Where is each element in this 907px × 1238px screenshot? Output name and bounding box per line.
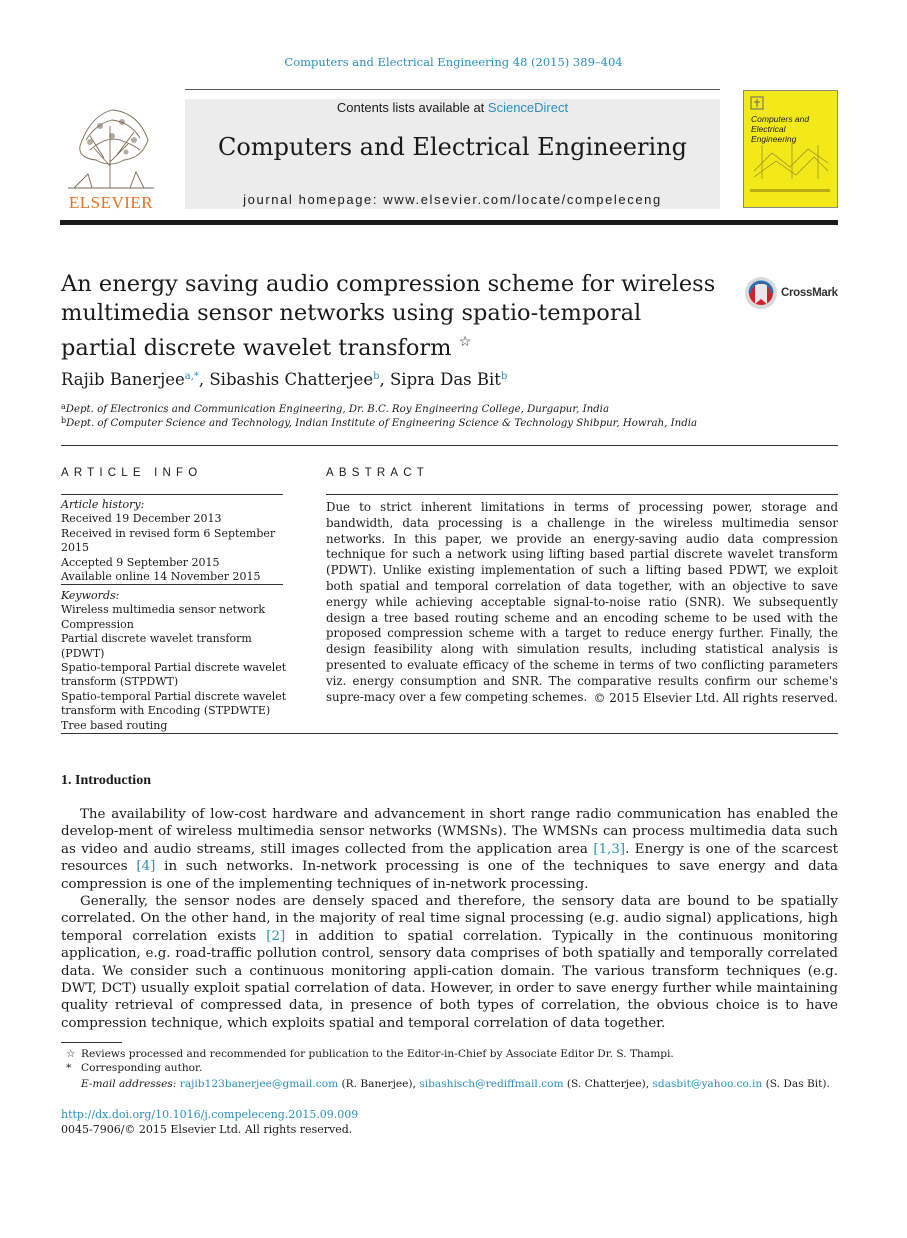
- author-affiliation-mark[interactable]: a,*: [184, 371, 199, 382]
- footnote-rule: [61, 1042, 122, 1043]
- email-link[interactable]: sibashisch@rediffmail.com: [419, 1078, 564, 1090]
- footnote: ☆ Reviews processed and recommended for publication to the Editor-in-Chief by Associate Editor Dr. S. Thampi.: [66, 1048, 674, 1060]
- cover-graphic-icon: [752, 141, 830, 181]
- contents-line: Contents lists available at ScienceDirect: [336, 100, 569, 115]
- cover-title: Computers and Electrical Engineering: [751, 114, 810, 144]
- title-footnote-mark[interactable]: ☆: [458, 334, 472, 350]
- elsevier-wordmark: ELSEVIER: [68, 193, 154, 212]
- header-rule: [185, 89, 720, 90]
- section-rule: [61, 733, 838, 734]
- author-affiliation-mark[interactable]: b: [500, 371, 508, 382]
- keywords-rule: [61, 584, 283, 585]
- keyword: Spatio-temporal Partial discrete wavelet: [61, 661, 287, 675]
- paragraph: Generally, the sensor nodes are densely spaced and therefore, the sensory data are bound to be spatially correlated. On the other hand, in the majority of real time signal processing (e.g. audio signal) applications, high temporal correlation exists [2] in addition to spatial correlation. Typically in the continuous monitoring application, e.g. road-traffic pollution control, sensory data comprises of both spatially and temporally correlated data. We consider such a continuous monitoring appli-cation domain. The various transform techniques (e.g. DWT, DCT) usually exploit spatial correlation of data. However, in order to save energy further while maintaining quality retrieval of compressed data, in presence of both types of correlation, the obvious choice is to have compression technique, which exploits spatial and temporal correlation of data together.: [61, 894, 838, 1031]
- paragraph: The availability of low-cost hardware and advancement in short range radio communication has enabled the develop-ment of wireless multimedia sensor networks (WMSNs). The WMSNs can process multimedia data such as video and audio streams, still images collected from the application area [1,3]. Energy is one of the scarcest resources [4] in such networks. In-network processing is one of the techniques to save energy and data compression is one of the implementing techniques of in-network processing.: [61, 807, 839, 892]
- section-heading: 1. Introduction: [61, 773, 151, 788]
- article-info-rule: [61, 494, 283, 495]
- history-item: Accepted 9 September 2015: [61, 555, 220, 569]
- journal-homepage[interactable]: journal homepage: www.elsevier.com/locate/compeleceng: [243, 192, 662, 207]
- keyword: transform with Encoding (STPDWTE): [61, 704, 271, 718]
- cover-logo-icon: [750, 96, 764, 110]
- section-rule: [61, 445, 838, 446]
- keyword: Tree based routing: [61, 718, 168, 732]
- crossmark-icon: [744, 276, 778, 310]
- elsevier-logo: [60, 96, 162, 212]
- article-title: An energy saving audio compression scheme for wireless multimedia sensor networks using spatio-temporal partial discrete wavelet transform ☆: [61, 271, 716, 361]
- author-affiliation-mark[interactable]: b: [373, 371, 380, 382]
- abstract-copyright: © 2015 Elsevier Ltd. All rights reserved.: [593, 691, 838, 705]
- history-item: Available online 14 November 2015: [61, 570, 261, 584]
- doi-link[interactable]: http://dx.doi.org/10.1016/j.compeleceng.2015.09.009: [61, 1108, 359, 1121]
- issn-line: 0045-7906/© 2015 Elsevier Ltd. All rights reserved.: [61, 1123, 353, 1136]
- keyword: Spatio-temporal Partial discrete wavelet: [61, 689, 287, 703]
- keyword: Compression: [61, 617, 134, 631]
- email-link[interactable]: rajib123banerjee@gmail.com: [179, 1078, 339, 1090]
- citation-link[interactable]: [2]: [266, 928, 286, 944]
- running-head[interactable]: Computers and Electrical Engineering 48 (2015) 389–404: [284, 55, 623, 69]
- author-name: Sibashis Chatterjee: [209, 370, 374, 389]
- keywords-heading: Keywords:: [61, 589, 120, 602]
- journal-title: Computers and Electrical Engineering: [218, 133, 687, 161]
- citation-link[interactable]: [4]: [136, 859, 156, 875]
- article-history: [61, 498, 291, 584]
- history-item: Received 19 December 2013: [61, 512, 222, 526]
- keywords: [61, 589, 291, 733]
- sciencedirect-link[interactable]: ScienceDirect: [487, 100, 569, 115]
- article-info-label: ARTICLE INFO: [61, 467, 203, 479]
- author-name: Sipra Das Bit: [390, 370, 501, 389]
- crossmark-button[interactable]: [744, 276, 844, 312]
- keyword: transform (STPDWT): [61, 675, 179, 689]
- elsevier-tree-icon: [60, 96, 162, 212]
- citation-link[interactable]: [1,3]: [593, 841, 626, 857]
- history-item: Received in revised form 6 September 2015: [61, 526, 276, 555]
- abstract-text: Due to strict inherent limitations in terms of processing power, storage and bandwidth, data processing is a challenge in the wireless multimedia sensor networks. In this paper, we provide an energy-saving audio data compression technique for such a network using lifting based partial discrete wavelet transform (PDWT). Unlike existing implementation of such a lifting based PDWT, we exploit both spatial and temporal correlation of data together, with an objective to save energy while achieving acceptable signal-to-noise ratio (SNR). We subsequently design a tree based routing scheme and an encoding scheme to be used with the proposed compression scheme with a target to reduce energy further. Finally, the design feasibility along with simulation results, including statistical analysis is presented to evaluate efficacy of the scheme in terms of two conflicting parameters viz. energy consumption and SNR. The comparative results confirm our scheme's supre-macy over a few competing schemes.: [326, 500, 838, 704]
- footnote: * Corresponding author.: [66, 1062, 203, 1074]
- cover-bar: [750, 189, 830, 192]
- affiliation: $^a$Dept. of Electronics and Communication Engineering, Dr. B.C. Roy Engineering College, Durgapur, India: [61, 402, 610, 415]
- affiliation: $^b$Dept. of Computer Science and Technology, Indian Institute of Engineering Science & Technology Shibpur, Howrah, India: [61, 416, 698, 429]
- body-text: [61, 806, 838, 1032]
- abstract-label: ABSTRACT: [326, 467, 429, 479]
- footnote-emails: E-mail addresses: rajib123banerjee@gmail.com (R. Banerjee), sibashisch@rediffmail.com (S. Chatterjee), sdasbit@yahoo.co.in (S. Das Bit).: [81, 1078, 830, 1090]
- crossmark-label: CrossMark: [781, 287, 838, 299]
- author-name: Rajib Banerjee: [61, 370, 185, 389]
- header-thick-rule: [60, 220, 838, 225]
- keyword: Partial discrete wavelet transform (PDWT): [61, 632, 252, 660]
- email-link[interactable]: sdasbit@yahoo.co.in: [652, 1078, 763, 1090]
- abstract-rule: [326, 494, 838, 495]
- author-list: Rajib Banerjee$^{a,*}$, Sibashis Chatterjee$^b$, Sipra Das Bit$^b$: [61, 370, 508, 389]
- journal-header: [185, 99, 720, 209]
- journal-cover[interactable]: [743, 90, 838, 208]
- keyword: Wireless multimedia sensor network: [61, 603, 265, 617]
- history-heading: Article history:: [61, 498, 145, 511]
